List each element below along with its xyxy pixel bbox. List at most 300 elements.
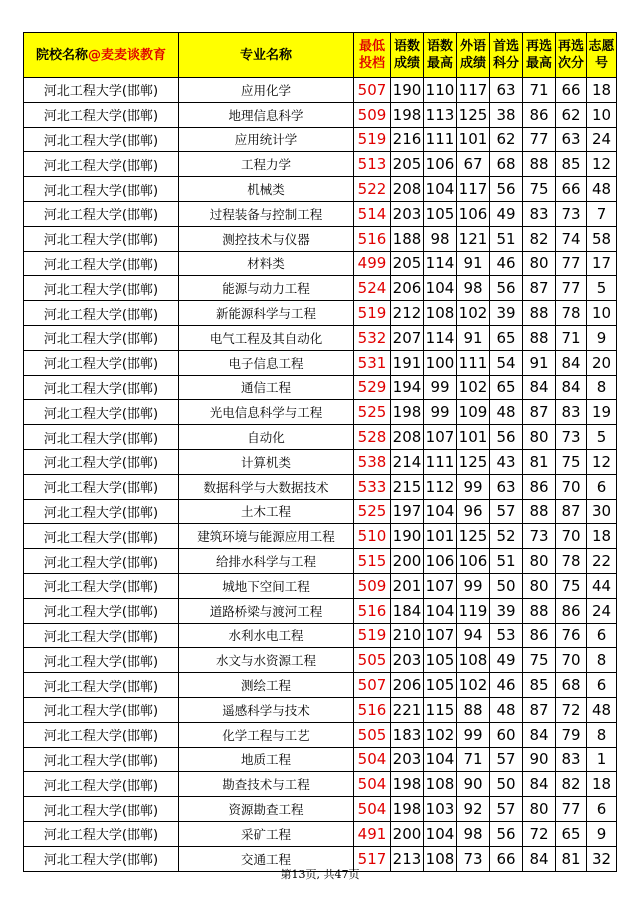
first-subject-cell: 43 (490, 449, 523, 474)
chinese-math-cell: 206 (391, 276, 424, 301)
reselect-max-cell: 80 (523, 425, 556, 450)
reselect-max-cell: 84 (523, 846, 556, 871)
reselect-second-cell: 83 (556, 400, 587, 425)
table-row (24, 78, 617, 103)
major-cell: 水文与水资源工程 (179, 648, 354, 673)
min-score-cell: 507 (354, 673, 391, 698)
first-subject-cell: 57 (490, 499, 523, 524)
chinese-math-max-cell: 104 (424, 276, 457, 301)
chinese-math-cell: 201 (391, 573, 424, 598)
chinese-math-cell: 183 (391, 722, 424, 747)
first-subject-cell: 38 (490, 102, 523, 127)
min-score-cell: 491 (354, 821, 391, 846)
choice-cell: 44 (587, 573, 617, 598)
chinese-math-cell: 203 (391, 648, 424, 673)
foreign-cell: 67 (457, 152, 490, 177)
chinese-math-cell: 216 (391, 127, 424, 152)
school-cell: 河北工程大学(邯郸) (24, 325, 179, 350)
chinese-math-cell: 198 (391, 797, 424, 822)
table-row (24, 226, 617, 251)
major-cell: 通信工程 (179, 375, 354, 400)
reselect-max-cell: 80 (523, 573, 556, 598)
chinese-math-max-cell: 114 (424, 325, 457, 350)
first-subject-cell: 56 (490, 276, 523, 301)
min-score-cell: 504 (354, 747, 391, 772)
chinese-math-max-cell: 112 (424, 474, 457, 499)
chinese-math-cell: 203 (391, 201, 424, 226)
first-subject-cell: 52 (490, 524, 523, 549)
first-subject-cell: 56 (490, 821, 523, 846)
reselect-max-cell: 81 (523, 449, 556, 474)
foreign-cell: 71 (457, 747, 490, 772)
foreign-cell: 102 (457, 673, 490, 698)
table-row (24, 821, 617, 846)
reselect-second-cell: 84 (556, 375, 587, 400)
chinese-math-max-cell: 115 (424, 697, 457, 722)
min-score-cell: 499 (354, 251, 391, 276)
header-brand: @麦麦谈教育 (88, 47, 167, 63)
table-row (24, 201, 617, 226)
school-cell: 河北工程大学(邯郸) (24, 226, 179, 251)
foreign-cell: 121 (457, 226, 490, 251)
reselect-second-cell: 63 (556, 127, 587, 152)
min-score-cell: 516 (354, 226, 391, 251)
school-cell: 河北工程大学(邯郸) (24, 177, 179, 202)
min-score-cell: 516 (354, 598, 391, 623)
table-row (24, 573, 617, 598)
chinese-math-cell: 205 (391, 152, 424, 177)
reselect-max-cell: 84 (523, 722, 556, 747)
min-score-cell: 509 (354, 573, 391, 598)
chinese-math-max-cell: 102 (424, 722, 457, 747)
foreign-cell: 102 (457, 375, 490, 400)
choice-cell: 32 (587, 846, 617, 871)
min-score-cell: 519 (354, 127, 391, 152)
chinese-math-max-cell: 104 (424, 821, 457, 846)
chinese-math-cell: 184 (391, 598, 424, 623)
major-cell: 应用统计学 (179, 127, 354, 152)
reselect-second-cell: 68 (556, 673, 587, 698)
min-score-cell: 532 (354, 325, 391, 350)
major-cell: 电子信息工程 (179, 350, 354, 375)
first-subject-cell: 49 (490, 201, 523, 226)
reselect-max-cell: 80 (523, 797, 556, 822)
reselect-max-cell: 75 (523, 177, 556, 202)
header-major: 专业名称 (179, 33, 354, 78)
min-score-cell: 528 (354, 425, 391, 450)
chinese-math-cell: 190 (391, 524, 424, 549)
table-row (24, 350, 617, 375)
first-subject-cell: 57 (490, 747, 523, 772)
reselect-second-cell: 78 (556, 549, 587, 574)
reselect-max-cell: 77 (523, 127, 556, 152)
table-row (24, 251, 617, 276)
choice-cell: 22 (587, 549, 617, 574)
chinese-math-max-cell: 99 (424, 400, 457, 425)
foreign-cell: 98 (457, 821, 490, 846)
chinese-math-cell: 208 (391, 177, 424, 202)
major-cell: 过程装备与控制工程 (179, 201, 354, 226)
chinese-math-max-cell: 104 (424, 747, 457, 772)
reselect-second-cell: 70 (556, 474, 587, 499)
min-score-cell: 519 (354, 301, 391, 326)
major-cell: 给排水科学与工程 (179, 549, 354, 574)
chinese-math-cell: 188 (391, 226, 424, 251)
major-cell: 勘查技术与工程 (179, 772, 354, 797)
table-row (24, 722, 617, 747)
first-subject-cell: 65 (490, 375, 523, 400)
choice-cell: 10 (587, 102, 617, 127)
reselect-second-cell: 71 (556, 325, 587, 350)
table-row (24, 127, 617, 152)
chinese-math-max-cell: 111 (424, 449, 457, 474)
chinese-math-max-cell: 99 (424, 375, 457, 400)
foreign-cell: 102 (457, 301, 490, 326)
header-reselect-max: 再选最高 (523, 33, 556, 78)
chinese-math-max-cell: 101 (424, 524, 457, 549)
foreign-cell: 125 (457, 449, 490, 474)
first-subject-cell: 48 (490, 400, 523, 425)
header-choice-number: 志愿号 (587, 33, 617, 78)
reselect-second-cell: 72 (556, 697, 587, 722)
foreign-cell: 101 (457, 127, 490, 152)
header-chinese-math: 语数成绩 (391, 33, 424, 78)
first-subject-cell: 50 (490, 573, 523, 598)
admission-score-table (23, 32, 617, 872)
school-cell: 河北工程大学(邯郸) (24, 78, 179, 103)
table-row (24, 524, 617, 549)
chinese-math-cell: 191 (391, 350, 424, 375)
table-row (24, 400, 617, 425)
foreign-cell: 73 (457, 846, 490, 871)
first-subject-cell: 56 (490, 425, 523, 450)
chinese-math-cell: 198 (391, 400, 424, 425)
table-row (24, 697, 617, 722)
reselect-max-cell: 80 (523, 251, 556, 276)
school-cell: 河北工程大学(邯郸) (24, 350, 179, 375)
table-row (24, 499, 617, 524)
chinese-math-max-cell: 107 (424, 425, 457, 450)
reselect-second-cell: 66 (556, 177, 587, 202)
foreign-cell: 117 (457, 78, 490, 103)
school-cell: 河北工程大学(邯郸) (24, 499, 179, 524)
first-subject-cell: 51 (490, 549, 523, 574)
school-cell: 河北工程大学(邯郸) (24, 201, 179, 226)
first-subject-cell: 63 (490, 474, 523, 499)
page-footer: 第13页, 共47页 (280, 868, 360, 881)
foreign-cell: 101 (457, 425, 490, 450)
reselect-max-cell: 71 (523, 78, 556, 103)
reselect-second-cell: 65 (556, 821, 587, 846)
choice-cell: 9 (587, 821, 617, 846)
reselect-second-cell: 75 (556, 573, 587, 598)
reselect-max-cell: 72 (523, 821, 556, 846)
major-cell: 地质工程 (179, 747, 354, 772)
min-score-cell: 524 (354, 276, 391, 301)
chinese-math-max-cell: 107 (424, 623, 457, 648)
chinese-math-max-cell: 103 (424, 797, 457, 822)
choice-cell: 5 (587, 276, 617, 301)
foreign-cell: 106 (457, 549, 490, 574)
min-score-cell: 509 (354, 102, 391, 127)
first-subject-cell: 46 (490, 251, 523, 276)
min-score-cell: 533 (354, 474, 391, 499)
reselect-second-cell: 82 (556, 772, 587, 797)
table-row (24, 797, 617, 822)
min-score-cell: 513 (354, 152, 391, 177)
chinese-math-cell: 206 (391, 673, 424, 698)
foreign-cell: 106 (457, 201, 490, 226)
choice-cell: 18 (587, 524, 617, 549)
foreign-cell: 92 (457, 797, 490, 822)
table-row (24, 276, 617, 301)
choice-cell: 5 (587, 425, 617, 450)
school-cell: 河北工程大学(邯郸) (24, 524, 179, 549)
foreign-cell: 91 (457, 251, 490, 276)
foreign-cell: 117 (457, 177, 490, 202)
major-cell: 新能源科学与工程 (179, 301, 354, 326)
major-cell: 遥感科学与技术 (179, 697, 354, 722)
reselect-max-cell: 86 (523, 102, 556, 127)
major-cell: 化学工程与工艺 (179, 722, 354, 747)
header-row (24, 33, 617, 78)
choice-cell: 8 (587, 648, 617, 673)
reselect-max-cell: 73 (523, 524, 556, 549)
foreign-cell: 119 (457, 598, 490, 623)
reselect-max-cell: 86 (523, 623, 556, 648)
school-cell: 河北工程大学(邯郸) (24, 425, 179, 450)
major-cell: 采矿工程 (179, 821, 354, 846)
chinese-math-cell: 197 (391, 499, 424, 524)
first-subject-cell: 53 (490, 623, 523, 648)
choice-cell: 48 (587, 697, 617, 722)
foreign-cell: 125 (457, 524, 490, 549)
foreign-cell: 108 (457, 648, 490, 673)
first-subject-cell: 46 (490, 673, 523, 698)
table-row (24, 425, 617, 450)
school-cell: 河北工程大学(邯郸) (24, 375, 179, 400)
choice-cell: 48 (587, 177, 617, 202)
school-cell: 河北工程大学(邯郸) (24, 251, 179, 276)
chinese-math-max-cell: 104 (424, 598, 457, 623)
table-row (24, 474, 617, 499)
min-score-cell: 525 (354, 499, 391, 524)
reselect-max-cell: 88 (523, 152, 556, 177)
header-school (24, 33, 179, 78)
min-score-cell: 529 (354, 375, 391, 400)
chinese-math-max-cell: 111 (424, 127, 457, 152)
chinese-math-cell: 215 (391, 474, 424, 499)
school-cell: 河北工程大学(邯郸) (24, 648, 179, 673)
foreign-cell: 99 (457, 722, 490, 747)
school-cell: 河北工程大学(邯郸) (24, 846, 179, 871)
first-subject-cell: 56 (490, 177, 523, 202)
school-cell: 河北工程大学(邯郸) (24, 449, 179, 474)
reselect-max-cell: 88 (523, 598, 556, 623)
table-row (24, 152, 617, 177)
foreign-cell: 96 (457, 499, 490, 524)
chinese-math-cell: 212 (391, 301, 424, 326)
choice-cell: 6 (587, 673, 617, 698)
first-subject-cell: 68 (490, 152, 523, 177)
first-subject-cell: 51 (490, 226, 523, 251)
reselect-max-cell: 88 (523, 301, 556, 326)
reselect-max-cell: 83 (523, 201, 556, 226)
first-subject-cell: 48 (490, 697, 523, 722)
major-cell: 地理信息科学 (179, 102, 354, 127)
table-row (24, 301, 617, 326)
table-row (24, 449, 617, 474)
min-score-cell: 507 (354, 78, 391, 103)
major-cell: 材料类 (179, 251, 354, 276)
chinese-math-max-cell: 105 (424, 648, 457, 673)
chinese-math-cell: 194 (391, 375, 424, 400)
school-cell: 河北工程大学(邯郸) (24, 301, 179, 326)
reselect-second-cell: 81 (556, 846, 587, 871)
table-body (24, 78, 617, 872)
choice-cell: 17 (587, 251, 617, 276)
first-subject-cell: 62 (490, 127, 523, 152)
chinese-math-max-cell: 114 (424, 251, 457, 276)
reselect-max-cell: 84 (523, 375, 556, 400)
first-subject-cell: 65 (490, 325, 523, 350)
chinese-math-max-cell: 110 (424, 78, 457, 103)
major-cell: 水利水电工程 (179, 623, 354, 648)
min-score-cell: 505 (354, 648, 391, 673)
reselect-second-cell: 85 (556, 152, 587, 177)
header-first-subject: 首选科分 (490, 33, 523, 78)
foreign-cell: 91 (457, 325, 490, 350)
min-score-cell: 510 (354, 524, 391, 549)
table-row (24, 549, 617, 574)
major-cell: 资源勘查工程 (179, 797, 354, 822)
choice-cell: 24 (587, 127, 617, 152)
first-subject-cell: 60 (490, 722, 523, 747)
header-school-label: 院校名称 (35, 47, 88, 63)
choice-cell: 10 (587, 301, 617, 326)
choice-cell: 24 (587, 598, 617, 623)
table-row (24, 177, 617, 202)
major-cell: 应用化学 (179, 78, 354, 103)
min-score-cell: 514 (354, 201, 391, 226)
reselect-max-cell: 80 (523, 549, 556, 574)
chinese-math-max-cell: 104 (424, 177, 457, 202)
chinese-math-max-cell: 108 (424, 772, 457, 797)
chinese-math-cell: 190 (391, 78, 424, 103)
first-subject-cell: 57 (490, 797, 523, 822)
major-cell: 机械类 (179, 177, 354, 202)
major-cell: 测控技术与仪器 (179, 226, 354, 251)
min-score-cell: 504 (354, 797, 391, 822)
choice-cell: 8 (587, 375, 617, 400)
major-cell: 电气工程及其自动化 (179, 325, 354, 350)
major-cell: 数据科学与大数据技术 (179, 474, 354, 499)
major-cell: 能源与动力工程 (179, 276, 354, 301)
min-score-cell: 515 (354, 549, 391, 574)
school-cell: 河北工程大学(邯郸) (24, 102, 179, 127)
school-cell: 河北工程大学(邯郸) (24, 598, 179, 623)
foreign-cell: 88 (457, 697, 490, 722)
reselect-second-cell: 73 (556, 201, 587, 226)
chinese-math-cell: 214 (391, 449, 424, 474)
chinese-math-cell: 213 (391, 846, 424, 871)
first-subject-cell: 66 (490, 846, 523, 871)
min-score-cell: 531 (354, 350, 391, 375)
school-cell: 河北工程大学(邯郸) (24, 747, 179, 772)
choice-cell: 6 (587, 474, 617, 499)
reselect-second-cell: 70 (556, 524, 587, 549)
foreign-cell: 94 (457, 623, 490, 648)
school-cell: 河北工程大学(邯郸) (24, 276, 179, 301)
reselect-max-cell: 88 (523, 499, 556, 524)
reselect-max-cell: 91 (523, 350, 556, 375)
major-cell: 建筑环境与能源应用工程 (179, 524, 354, 549)
major-cell: 工程力学 (179, 152, 354, 177)
reselect-second-cell: 73 (556, 425, 587, 450)
chinese-math-max-cell: 108 (424, 301, 457, 326)
reselect-max-cell: 86 (523, 474, 556, 499)
reselect-second-cell: 77 (556, 797, 587, 822)
reselect-second-cell: 79 (556, 722, 587, 747)
chinese-math-cell: 208 (391, 425, 424, 450)
reselect-second-cell: 87 (556, 499, 587, 524)
table-row (24, 772, 617, 797)
chinese-math-cell: 200 (391, 821, 424, 846)
chinese-math-max-cell: 98 (424, 226, 457, 251)
header-chinese-math-max: 语数最高 (424, 33, 457, 78)
chinese-math-cell: 198 (391, 772, 424, 797)
reselect-max-cell: 87 (523, 276, 556, 301)
major-cell: 计算机类 (179, 449, 354, 474)
reselect-max-cell: 84 (523, 772, 556, 797)
major-cell: 城地下空间工程 (179, 573, 354, 598)
choice-cell: 1 (587, 747, 617, 772)
reselect-second-cell: 84 (556, 350, 587, 375)
min-score-cell: 504 (354, 772, 391, 797)
reselect-second-cell: 77 (556, 251, 587, 276)
reselect-second-cell: 75 (556, 449, 587, 474)
choice-cell: 6 (587, 797, 617, 822)
table-row (24, 747, 617, 772)
school-cell: 河北工程大学(邯郸) (24, 697, 179, 722)
school-cell: 河北工程大学(邯郸) (24, 821, 179, 846)
table-row (24, 648, 617, 673)
school-cell: 河北工程大学(邯郸) (24, 797, 179, 822)
school-cell: 河北工程大学(邯郸) (24, 474, 179, 499)
choice-cell: 7 (587, 201, 617, 226)
choice-cell: 8 (587, 722, 617, 747)
first-subject-cell: 54 (490, 350, 523, 375)
chinese-math-max-cell: 106 (424, 549, 457, 574)
table-row (24, 623, 617, 648)
foreign-cell: 99 (457, 474, 490, 499)
major-cell: 道路桥梁与渡河工程 (179, 598, 354, 623)
header-foreign-language: 外语成绩 (457, 33, 490, 78)
chinese-math-max-cell: 105 (424, 673, 457, 698)
chinese-math-cell: 203 (391, 747, 424, 772)
reselect-max-cell: 90 (523, 747, 556, 772)
chinese-math-cell: 221 (391, 697, 424, 722)
foreign-cell: 98 (457, 276, 490, 301)
reselect-max-cell: 85 (523, 673, 556, 698)
min-score-cell: 505 (354, 722, 391, 747)
reselect-second-cell: 77 (556, 276, 587, 301)
school-cell: 河北工程大学(邯郸) (24, 152, 179, 177)
min-score-cell: 516 (354, 697, 391, 722)
header-min-score: 最低投档 (354, 33, 391, 78)
table-row (24, 673, 617, 698)
choice-cell: 18 (587, 78, 617, 103)
